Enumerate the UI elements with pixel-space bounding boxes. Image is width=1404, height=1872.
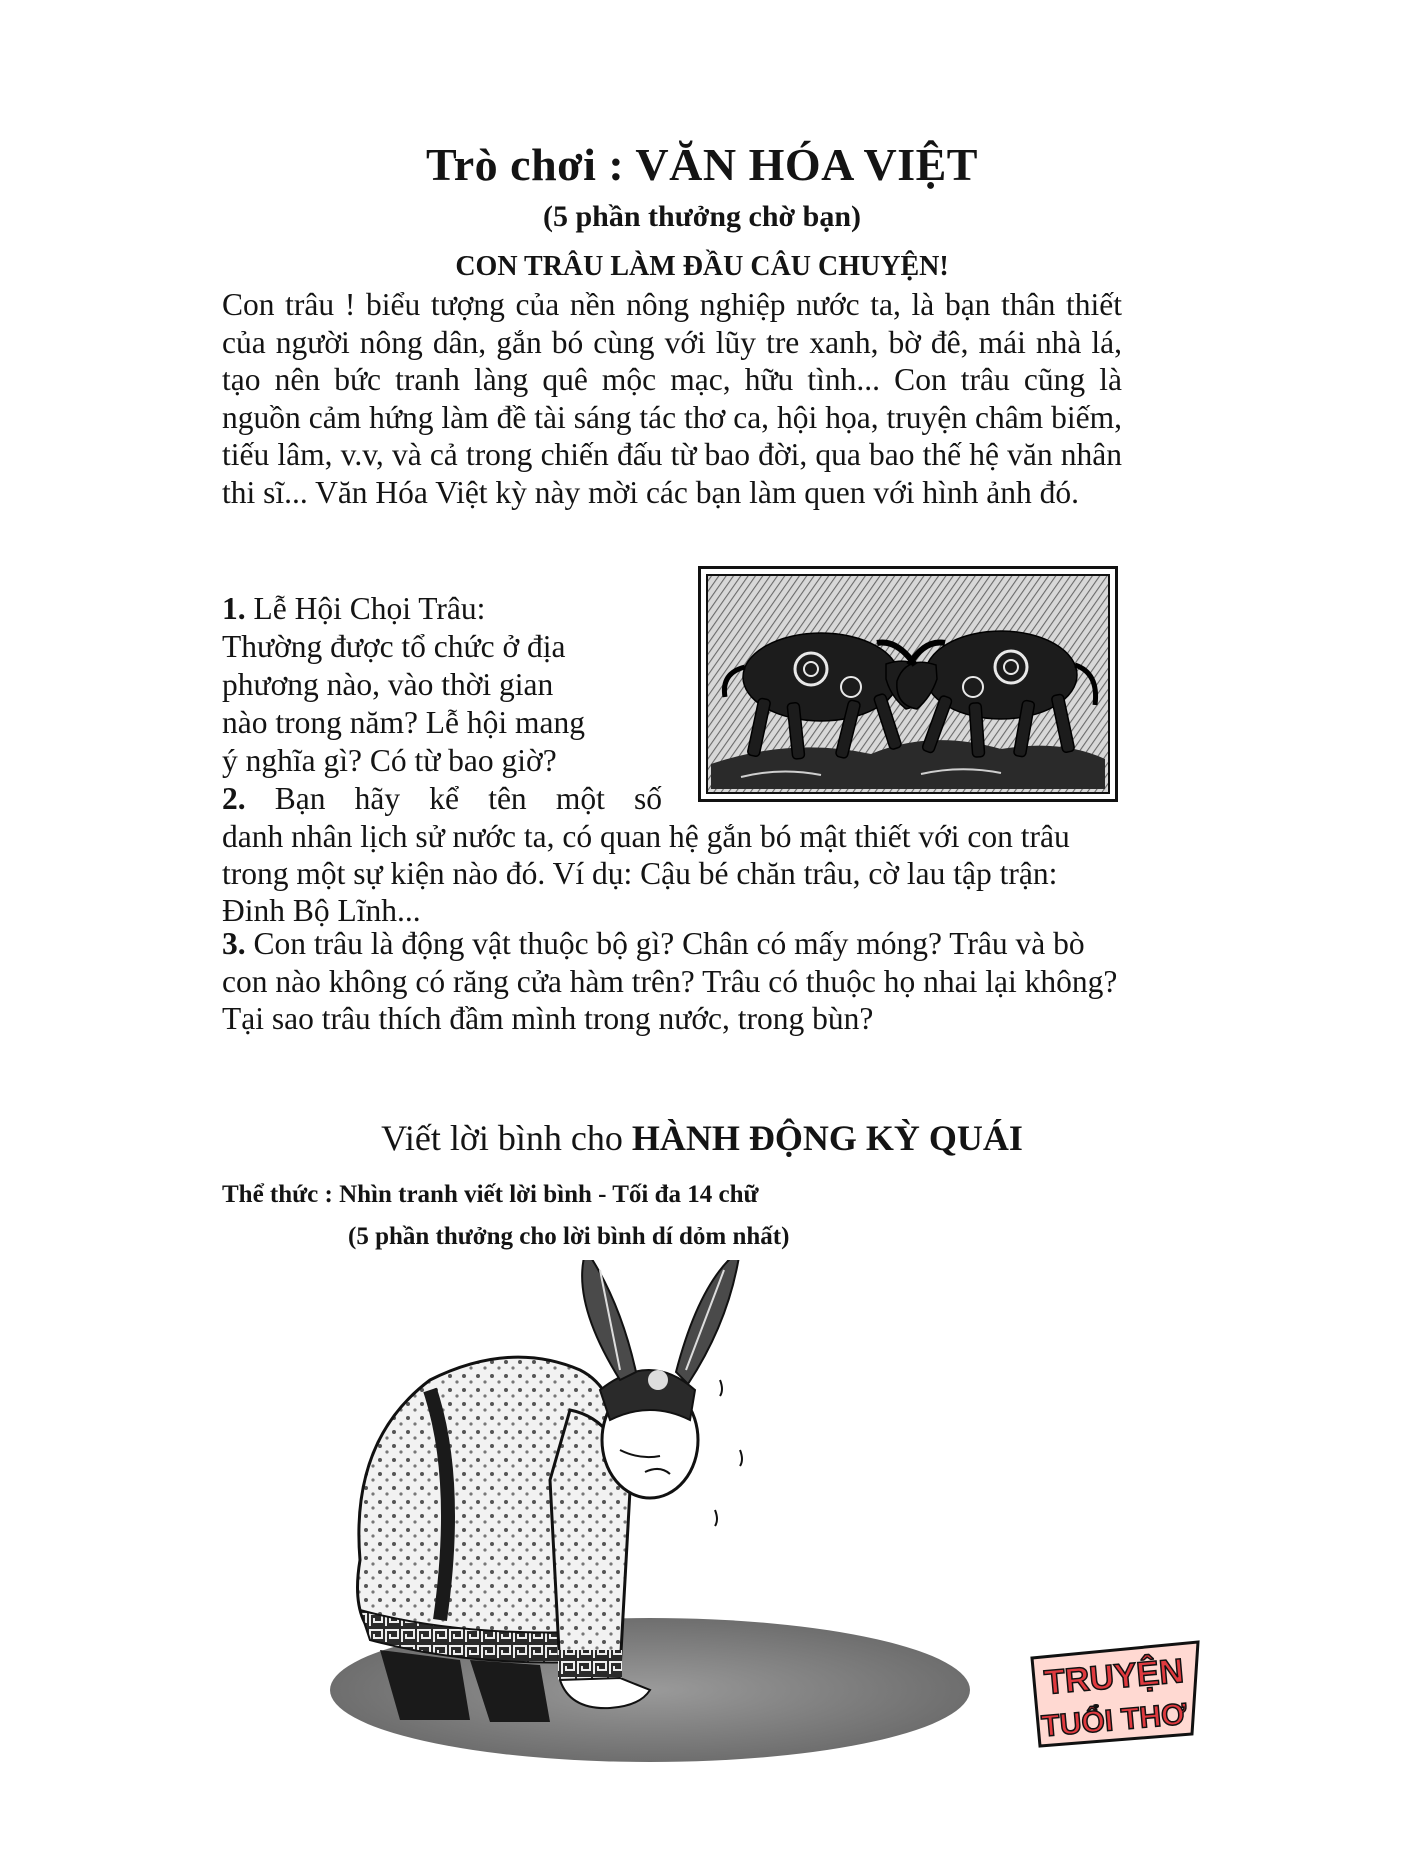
prize-subtitle: (5 phần thưởng chờ bạn) (543, 200, 861, 233)
logo-svg (1022, 1638, 1208, 1750)
truyen-tuoi-tho-logo (1022, 1638, 1208, 1750)
question-1-line: phương nào, vào thời gian (222, 667, 554, 702)
question-2-text-start: Bạn hãy kể tên một số (274, 781, 662, 816)
question-3-text: Con trâu là động vật thuộc bộ gì? Chân có mấy móng? Trâu và bò con nào không có răng cửa hàm trên? Trâu có thuộc họ nhai lại không? Tại sao trâu thích đầm mình trong nước, trong bùn? (222, 926, 1118, 1036)
question-number: 1. (222, 591, 246, 626)
question-2-rest: danh nhân lịch sử nước ta, có quan hệ gắn bó mật thiết với con trâu trong một sự kiện nào đó. Ví dụ: Cậu bé chăn trâu, cờ lau tập trận: Đinh Bộ Lĩnh... (222, 819, 1070, 928)
question-number: 3. (222, 926, 246, 961)
comment-contest-title (0, 1117, 1404, 1159)
question-1-title-line (222, 590, 662, 628)
question-1-title: Lễ Hội Chọi Trâu: (253, 591, 486, 626)
svg-text:TUỔI THƠ: TUỔI THƠ (1040, 1697, 1189, 1744)
question-1-line: nào trong năm? Lễ hội mang (222, 705, 586, 740)
contest-rules: Thể thức : Nhìn tranh viết lời bình - Tối đa 14 chữ (222, 1181, 759, 1208)
buffalo-woodcut-image (698, 566, 1118, 802)
contest-title-bold: HÀNH ĐỘNG KỲ QUÁI (631, 1118, 1023, 1158)
svg-text:TRUYỆN: TRUYỆN (1042, 1652, 1186, 1703)
intro-paragraph: Con trâu ! biểu tượng của nền nông nghiệp nước ta, là bạn thân thiết của người nông dân, gắn bó cùng với lũy tre xanh, bờ đê, mái nhà lá, tạo nên bức tranh làng quê mộc mạc, hữu tình... Con trâu cũng là nguồn cảm hứng làm đề tài sáng tác thơ ca, hội họa, truyện châm biếm, tiếu lâm, v.v, và cả trong chiến đấu từ bao đời, qua bao thế hệ văn nhân thi sĩ... Văn Hóa Việt kỳ này mời các bạn làm quen với hình ảnh đó. (222, 287, 1122, 510)
mandarin-cartoon-svg (320, 1260, 1020, 1770)
article-heading: CON TRÂU LÀM ĐẦU CÂU CHUYỆN! (455, 251, 949, 282)
question-1-line: Thường được tổ chức ở địa (222, 629, 566, 664)
buffalo-woodcut-svg (701, 569, 1115, 799)
page-title: Trò chơi : VĂN HÓA VIỆT (426, 139, 978, 190)
question-2-start (222, 780, 662, 818)
question-1-line: ý nghĩa gì? Có từ bao giờ? (222, 743, 557, 778)
mandarin-cartoon-image (320, 1260, 1020, 1770)
question-3 (222, 925, 1128, 1038)
question-1 (222, 590, 662, 780)
contest-prize: (5 phần thưởng cho lời bình dí dỏm nhất) (348, 1223, 790, 1250)
contest-title-prefix: Viết lời bình cho (381, 1118, 632, 1158)
question-number: 2. (222, 781, 246, 816)
